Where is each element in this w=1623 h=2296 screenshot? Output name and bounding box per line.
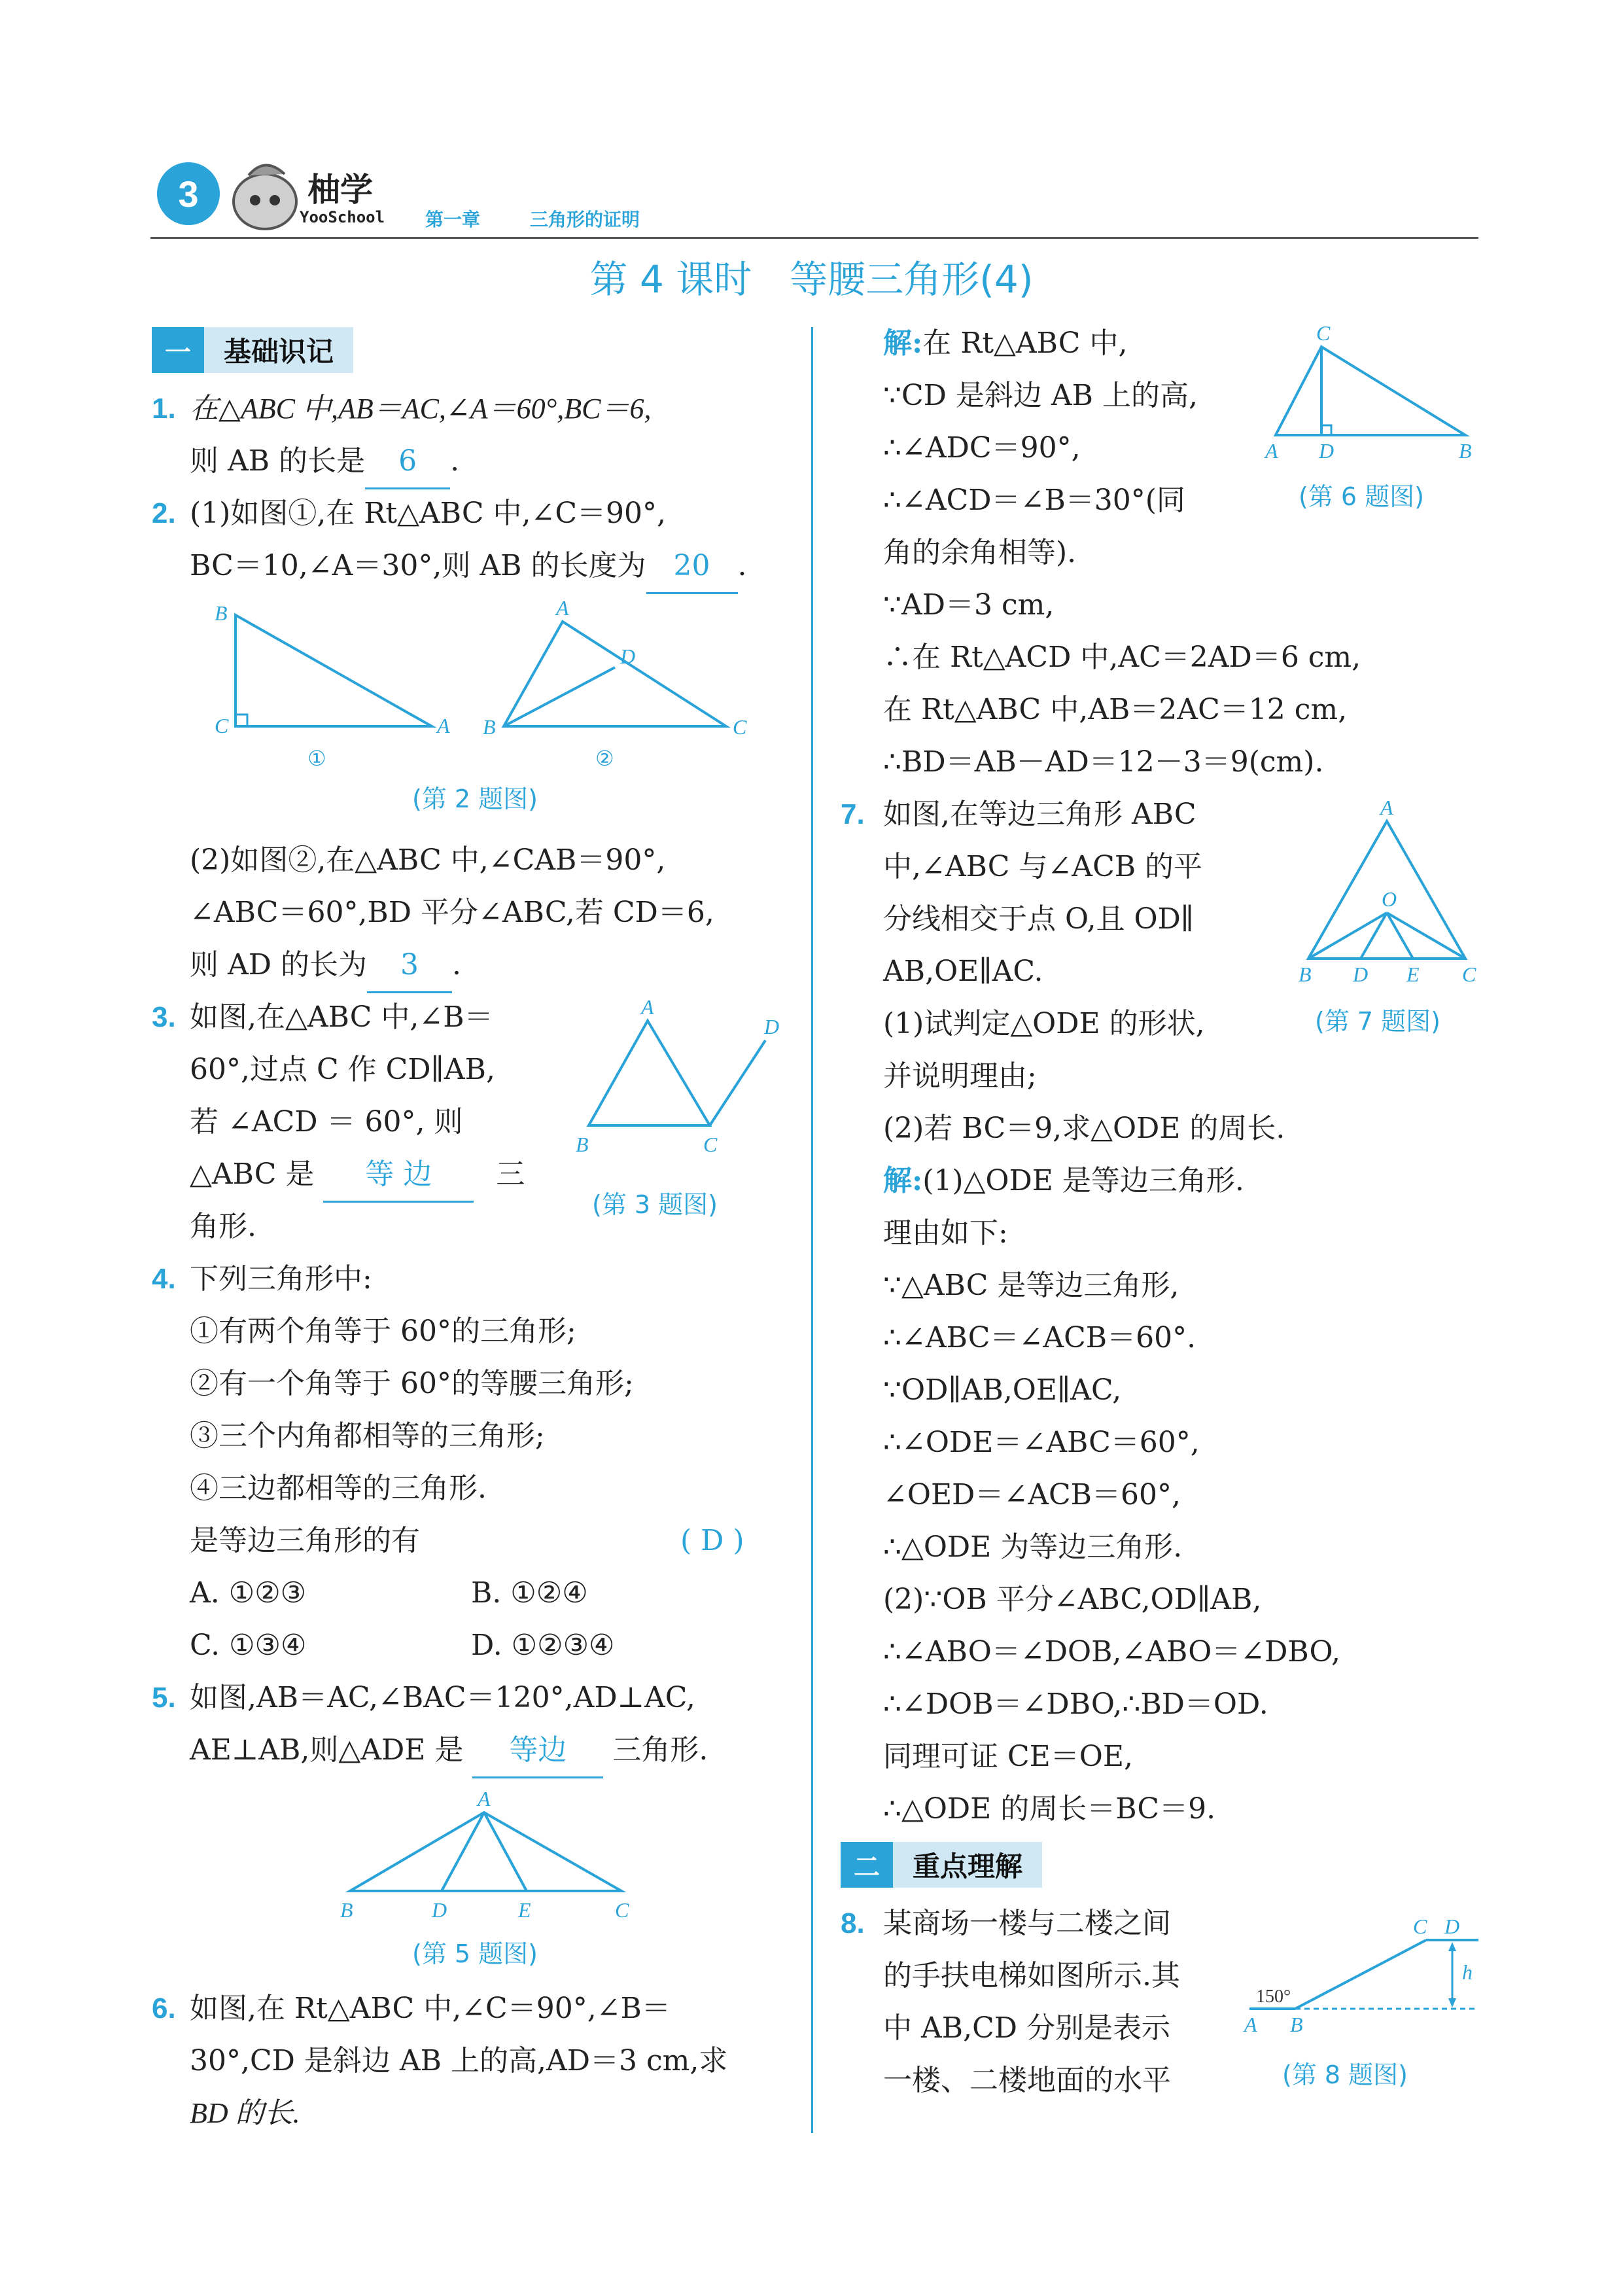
- svg-text:②: ②: [595, 747, 614, 770]
- q7-line5: (1)试判定△ODE 的形状,: [883, 1007, 1205, 1040]
- q7-solution-line3: ∵△ABC 是等边三角形,: [883, 1269, 1179, 1302]
- q4-option4: ④三边都相等的三角形.: [190, 1472, 487, 1505]
- svg-text:①: ①: [307, 747, 326, 770]
- figure-q3: [569, 995, 792, 1165]
- q7-solution-line1: 解:(1)△ODE 是等边三角形.: [883, 1164, 1244, 1197]
- q8-line3: 中 AB,CD 分别是表示: [883, 2011, 1171, 2045]
- figure-q2-1: [215, 601, 450, 770]
- svg-text:B: B: [215, 601, 228, 625]
- q6-solution-line6: ∵AD＝3 cm,: [883, 588, 1055, 622]
- q7-line7: (2)若 BC＝9,求△ODE 的周长.: [883, 1112, 1285, 1145]
- q4-option2: ②有一个角等于 60°的等腰三角形;: [190, 1367, 634, 1400]
- q7-solution-line7: ∠OED＝∠ACB＝60°,: [883, 1478, 1181, 1511]
- q3-number: 3.: [152, 1001, 176, 1033]
- q4-answer: ( D ): [680, 1524, 744, 1557]
- q7-number: 7.: [841, 798, 865, 830]
- q6-solution-line9: ∴BD＝AB－AD＝12－3＝9(cm).: [883, 745, 1324, 779]
- figure-q8: [1236, 1911, 1485, 2041]
- svg-text:C: C: [215, 714, 229, 737]
- q1-line2: 则 AB 的长是 6 .: [190, 435, 459, 489]
- q2-answer2: 3: [367, 939, 452, 993]
- q6-solution-line2: ∵CD 是斜边 AB 上的高,: [883, 379, 1198, 412]
- svg-text:D: D: [432, 1898, 447, 1922]
- figure-q2-2: [483, 596, 747, 770]
- q2-line2: BC＝10,∠A＝30°,则 AB 的长度为 20 .: [190, 540, 747, 594]
- svg-text:B: B: [1459, 439, 1472, 463]
- svg-text:B: B: [576, 1133, 589, 1156]
- q7-solution-line8: ∴△ODE 为等边三角形.: [883, 1530, 1183, 1564]
- svg-text:E: E: [518, 1898, 531, 1922]
- q2-line1: (1)如图①,在 Rt△ABC 中,∠C＝90°,: [190, 497, 667, 530]
- q6-solution-line4: ∴∠ACD＝∠B＝30°(同: [883, 484, 1185, 517]
- svg-text:B: B: [1299, 963, 1312, 986]
- q2-line5: 则 AD 的长为 3 .: [190, 939, 461, 993]
- svg-text:h: h: [1462, 1960, 1473, 1984]
- q4-choice-a: A. ①②③: [190, 1576, 307, 1610]
- q2-caption: (第 2 题图): [412, 785, 538, 813]
- q1-line1: 在△ABC 中,AB＝AC,∠A＝60°,BC＝6,: [190, 393, 652, 425]
- q8-line4: 一楼、二楼地面的水平: [883, 2064, 1171, 2097]
- svg-text:D: D: [1444, 1915, 1460, 1938]
- svg-text:A: A: [641, 995, 654, 1019]
- brand-name-en: YooSchool: [300, 208, 385, 226]
- q7-solution-line4: ∴∠ABC＝∠ACB＝60°.: [883, 1321, 1196, 1354]
- q3-line2: 60°,过点 C 作 CD∥AB,: [190, 1053, 495, 1086]
- figure-q5: [327, 1786, 667, 1924]
- svg-text:E: E: [1406, 963, 1420, 986]
- q7-solution-line6: ∴∠ODE＝∠ABC＝60°,: [883, 1426, 1200, 1459]
- svg-text:A: A: [1265, 439, 1278, 463]
- svg-text:B: B: [340, 1898, 353, 1922]
- brand-name: 柚学: [307, 171, 373, 209]
- q1-answer: 6: [365, 435, 450, 489]
- figure-q2: [209, 595, 785, 779]
- q7-solution-line5: ∵OD∥AB,OE∥AC,: [883, 1373, 1122, 1407]
- q6-caption: (第 6 题图): [1299, 482, 1424, 511]
- svg-text:D: D: [764, 1015, 780, 1038]
- q6-line1: 如图,在 Rt△ABC 中,∠C＝90°,∠B＝: [190, 1992, 671, 2025]
- q5-number: 5.: [152, 1682, 176, 1714]
- q8-caption: (第 8 题图): [1282, 2060, 1408, 2089]
- svg-text:C: C: [1316, 321, 1331, 345]
- q7-solution-line12: 同理可证 CE＝OE,: [883, 1740, 1133, 1773]
- svg-text:D: D: [620, 645, 636, 668]
- q7-solution-line11: ∴∠DOB＝∠DBO,∴BD＝OD.: [883, 1687, 1268, 1721]
- q1-number: 1.: [152, 393, 176, 425]
- svg-text:150°: 150°: [1256, 1987, 1291, 2007]
- svg-text:A: A: [1244, 2013, 1257, 2036]
- q2-line3: (2)如图②,在△ABC 中,∠CAB＝90°,: [190, 843, 666, 877]
- q6-solution-line1: 解:在 Rt△ABC 中,: [883, 327, 1128, 360]
- svg-text:B: B: [1290, 2013, 1303, 2036]
- chapter-label: 第一章: [425, 209, 481, 230]
- svg-text:A: A: [1380, 796, 1393, 819]
- q8-line2: 的手扶电梯如图所示.其: [883, 1959, 1180, 1992]
- chapter-title: 三角形的证明: [530, 209, 640, 230]
- q5-answer: 等边: [472, 1724, 603, 1778]
- q7-line3: 分线相交于点 O,且 OD∥: [883, 902, 1195, 936]
- q3-line3: 若 ∠ACD ＝ 60°, 则: [190, 1105, 463, 1139]
- svg-text:C: C: [615, 1898, 629, 1922]
- header: [150, 150, 1478, 242]
- q7-solution-line13: ∴△ODE 的周长＝BC＝9.: [883, 1792, 1216, 1826]
- q6-solution-line7: ∴在 Rt△ACD 中,AC＝2AD＝6 cm,: [883, 641, 1361, 674]
- q3-line5: 角形.: [190, 1210, 256, 1243]
- q5-line2: AE⊥AB,则△ADE 是 等边 三角形.: [190, 1724, 708, 1778]
- q2-number: 2.: [152, 497, 176, 529]
- q4-line1: 下列三角形中:: [190, 1262, 372, 1296]
- svg-text:A: A: [478, 1787, 491, 1810]
- q8-number: 8.: [841, 1907, 865, 1939]
- q4-line6: 是等边三角形的有: [190, 1524, 420, 1557]
- q3-answer: 等 边: [323, 1148, 474, 1203]
- lesson-title: 第 4 课时 等腰三角形(4): [589, 257, 1034, 302]
- q7-solution-line10: ∴∠ABO＝∠DOB,∠ABO＝∠DBO,: [883, 1635, 1341, 1669]
- section-key-understanding: 二 重点理解: [841, 1842, 1042, 1888]
- q7-solution-line2: 理由如下:: [883, 1216, 1008, 1250]
- q7-line1: 如图,在等边三角形 ABC: [883, 798, 1196, 831]
- q5-caption: (第 5 题图): [412, 1939, 538, 1968]
- q4-choice-c: C. ①③④: [190, 1629, 307, 1662]
- page-number-badge: 3: [157, 162, 220, 225]
- q4-choice-d: D. ①②③④: [471, 1629, 615, 1662]
- q2-line4: ∠ABC＝60°,BD 平分∠ABC,若 CD＝6,: [190, 896, 714, 929]
- q4-option1: ①有两个角等于 60°的三角形;: [190, 1315, 576, 1348]
- q7-solution-line9: (2)∵OB 平分∠ABC,OD∥AB,: [883, 1583, 1262, 1616]
- q6-solution-line8: 在 Rt△ABC 中,AB＝2AC＝12 cm,: [883, 693, 1348, 726]
- q3-line4: △ABC 是 等 边 三: [190, 1148, 525, 1203]
- column-divider: [811, 327, 813, 2133]
- q3-caption: (第 3 题图): [592, 1190, 718, 1219]
- svg-text:O: O: [1382, 887, 1397, 911]
- svg-text:C: C: [1462, 963, 1476, 986]
- q5-line1: 如图,AB＝AC,∠BAC＝120°,AD⊥AC,: [190, 1681, 695, 1714]
- svg-text:C: C: [1413, 1915, 1427, 1938]
- q7-line4: AB,OE∥AC.: [883, 955, 1043, 988]
- svg-text:C: C: [733, 715, 747, 739]
- q4-choice-b: B. ①②④: [471, 1576, 588, 1610]
- q6-line3: BD 的长.: [190, 2097, 300, 2129]
- figure-q6: [1256, 321, 1485, 465]
- svg-text:B: B: [483, 715, 496, 739]
- q7-caption: (第 7 题图): [1315, 1007, 1440, 1036]
- q6-number: 6.: [152, 1992, 176, 2024]
- q6-solution-line5: 角的余角相等).: [883, 536, 1077, 569]
- section-basic: 一 基础识记: [152, 327, 353, 373]
- q8-line1: 某商场一楼与二楼之间: [883, 1907, 1171, 1940]
- header-rule: [150, 237, 1478, 239]
- q7-line6: 并说明理由;: [883, 1059, 1037, 1093]
- mascot-icon: [229, 156, 301, 234]
- svg-text:D: D: [1319, 439, 1335, 463]
- q6-line2: 30°,CD 是斜边 AB 上的高,AD＝3 cm,求: [190, 2044, 728, 2077]
- q3-line1: 如图,在△ABC 中,∠B＝: [190, 1000, 493, 1034]
- svg-text:A: A: [556, 596, 569, 620]
- q6-solution-line3: ∴∠ADC＝90°,: [883, 431, 1081, 465]
- svg-text:C: C: [703, 1133, 718, 1156]
- q4-number: 4.: [152, 1263, 176, 1295]
- figure-q7: [1295, 795, 1478, 991]
- svg-text:D: D: [1353, 963, 1369, 986]
- q4-option3: ③三个内角都相等的三角形;: [190, 1419, 545, 1453]
- q7-line2: 中,∠ABC 与∠ACB 的平: [883, 850, 1203, 883]
- q2-answer1: 20: [646, 540, 738, 594]
- svg-text:A: A: [437, 714, 450, 737]
